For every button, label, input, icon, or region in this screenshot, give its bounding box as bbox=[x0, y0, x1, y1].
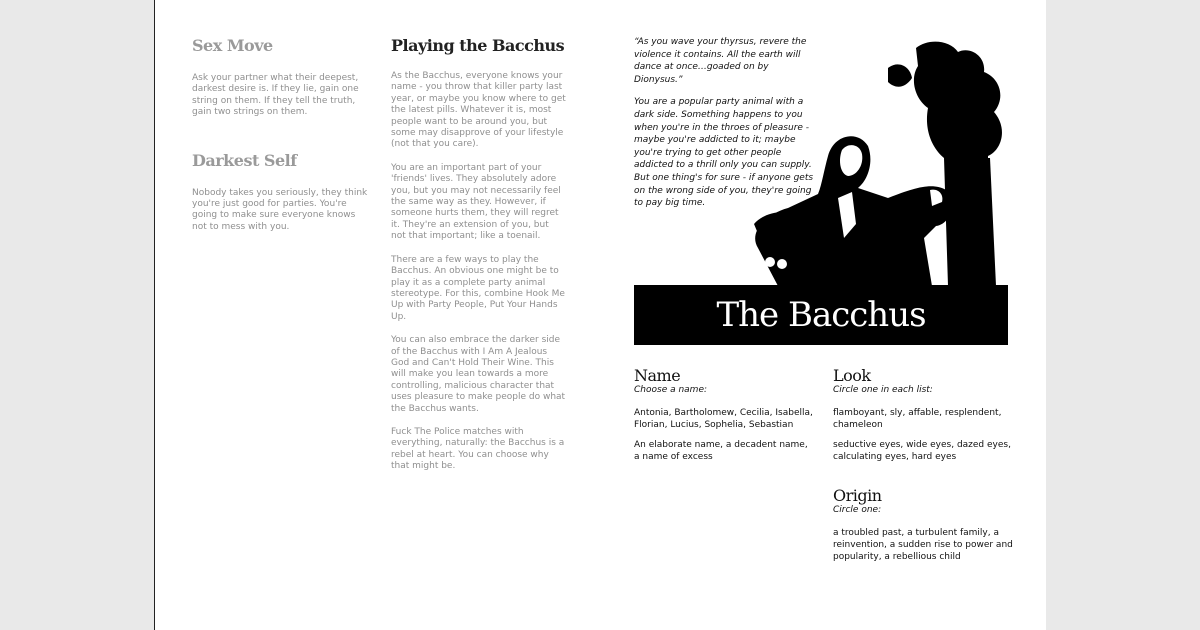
playing-paragraph: Fuck The Police matches with everything, naturally: the Bacchus is a rebel at heart. You can choose why that might be. bbox=[391, 426, 565, 472]
look-options-1: flamboyant, sly, affable, resplendent, chameleon bbox=[833, 408, 1002, 430]
name-options: Antonia, Bartholomew, Cecilia, Isabella, Florian, Lucius, Sophelia, Sebastian bbox=[634, 408, 813, 430]
playing-paragraph: You can also embrace the darker side of the Bacchus with I Am A Jealous God and Can't Hold Their Wine. This will make you lean towards a more controlling, malicious character that uses pleasure to make people do what the Bacchus wants. bbox=[391, 335, 566, 414]
look-options-2: seductive eyes, wide eyes, dazed eyes, calculating eyes, hard eyes bbox=[833, 440, 1011, 462]
origin-options: a troubled past, a turbulent family, a reinvention, a sudden rise to power and popularity, a rebellious child bbox=[833, 528, 1013, 562]
playing-paragraph: There are a few ways to play the Bacchus. An obvious one might be to play it as a complete party animal stereotype. For this, combine Hook Me Up with Party People, Put Your Hands Up. bbox=[391, 254, 565, 322]
column-playing bbox=[391, 36, 566, 485]
intro-description: You are a popular party animal with a dark side. Something happens to you when you're in the throes of pleasure - maybe you're addicted to it; maybe you're trying to get other people addicted to a thrill only you can supply. But one thing's for sure - if anyone gets on the wrong side of you, they're going to pay big time. bbox=[634, 97, 814, 209]
name-heading: Name bbox=[634, 366, 681, 385]
section-origin bbox=[833, 486, 1013, 571]
origin-subheading: Circle one: bbox=[833, 505, 882, 515]
column-left bbox=[192, 36, 372, 245]
sex-move-text: Ask your partner what their deepest, darkest desire is. If they lie, gain one string on them. If they tell the truth, gain two strings on them. bbox=[192, 73, 359, 118]
page-edge bbox=[154, 0, 155, 630]
section-look bbox=[833, 366, 1013, 471]
origin-heading: Origin bbox=[833, 486, 882, 505]
playing-paragraph: You are an important part of your 'friends' lives. They absolutely adore you, but you may not necessarily feel the same way as they. However, if someone hurts them, they will regret it. They're an extension of you, but not that important; like a toenail. bbox=[391, 162, 561, 242]
playing-paragraph: As the Bacchus, everyone knows your name - you throw that killer party last year, or maybe you know where to get the latest pills. Whatever it is, most people want to be around you, but some may disapprove of your lifestyle (not that you care). bbox=[391, 71, 566, 150]
look-subheading: Circle one in each list: bbox=[833, 385, 933, 395]
darkest-self-text: Nobody takes you seriously, they think you're just good for parties. You're going to make sure everyone knows not to mess with you. bbox=[192, 187, 368, 232]
name-subheading: Choose a name: bbox=[634, 385, 708, 395]
banner-title: The Bacchus bbox=[716, 295, 926, 335]
heading-playing-bacchus: Playing the Bacchus bbox=[391, 36, 565, 55]
intro-quote: “As you wave your thyrsus, revere the violence it contains. All the earth will dance at once…goaded on by Dionysus.” bbox=[634, 37, 807, 85]
look-heading: Look bbox=[833, 366, 871, 385]
bacchus-throne-illustration bbox=[718, 38, 1010, 286]
section-name bbox=[634, 366, 814, 471]
name-descriptors: An elaborate name, a decadent name, a name of excess bbox=[634, 440, 808, 462]
heading-sex-move: Sex Move bbox=[192, 36, 273, 55]
heading-darkest-self: Darkest Self bbox=[192, 150, 297, 170]
title-banner bbox=[634, 285, 1008, 345]
